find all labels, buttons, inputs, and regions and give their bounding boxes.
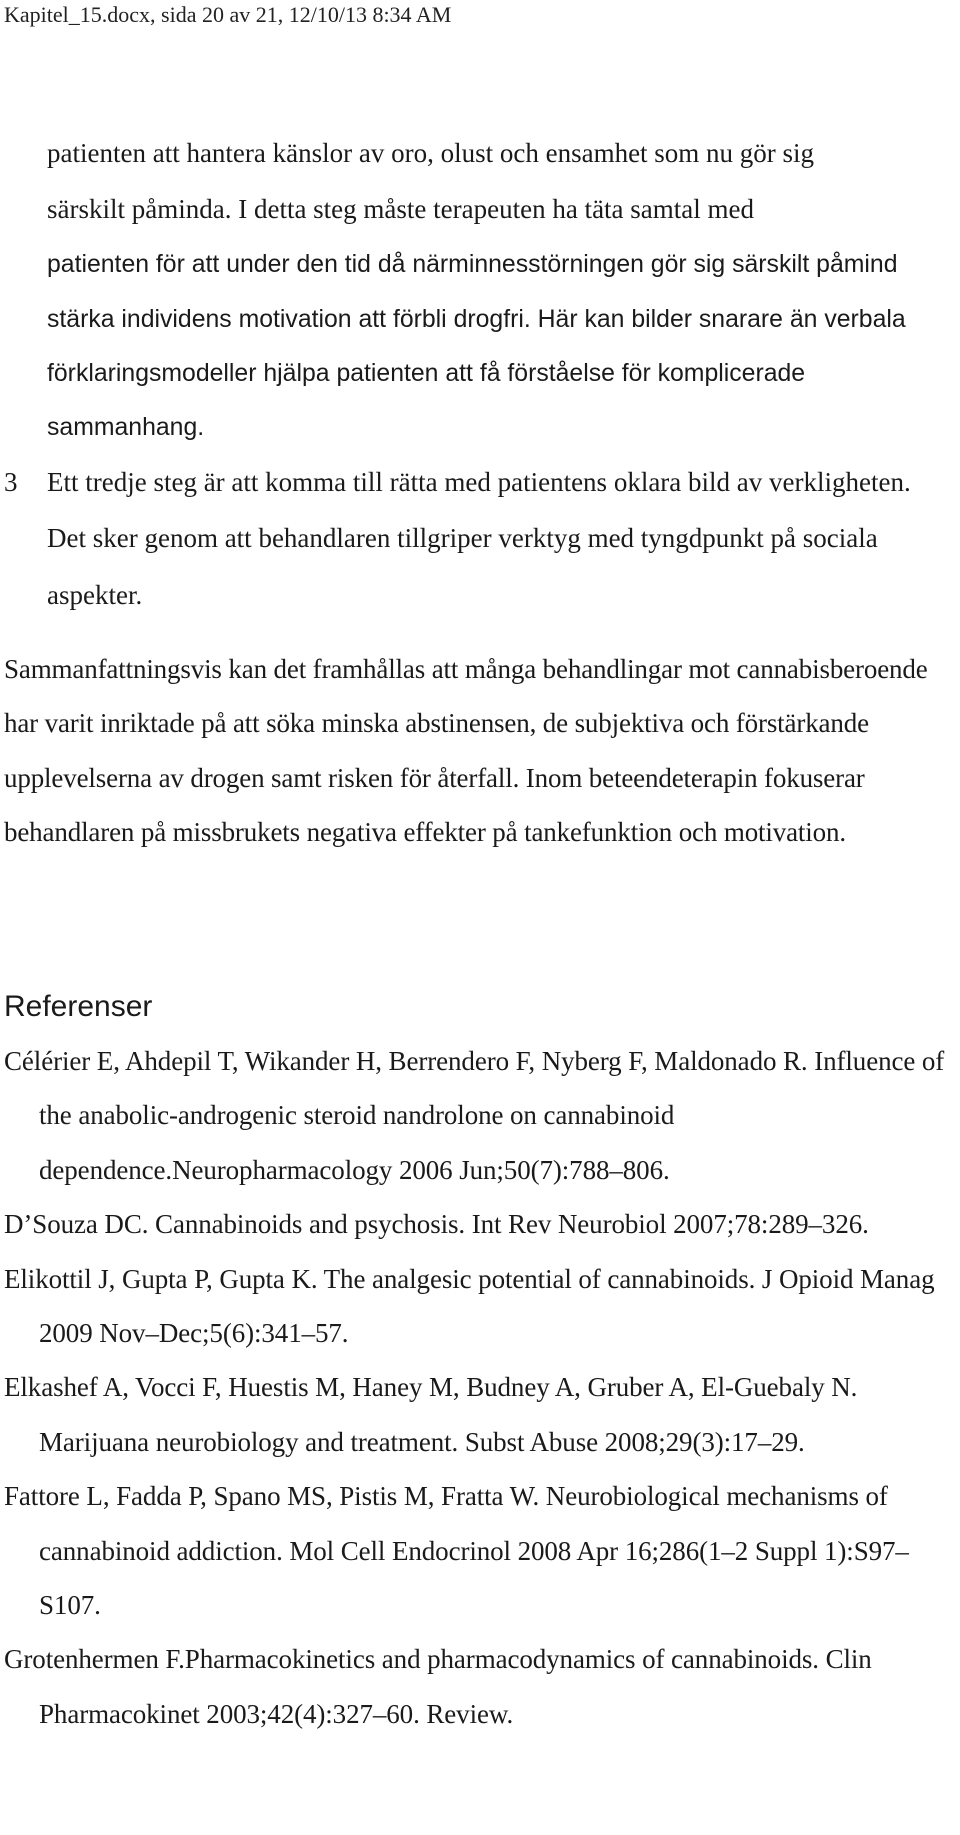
- list-line-2: särskilt påminda. I detta steg måste terapeuten ha täta samtal med: [47, 194, 754, 225]
- page-header: Kapitel_15.docx, sida 20 av 21, 12/10/13 8:34 AM: [4, 2, 452, 27]
- reference-list: [0, 1034, 960, 1741]
- list-line-1: patienten att hantera känslor av oro, olust och ensamhet som nu gör sig: [47, 138, 815, 168]
- list-item-3: [0, 455, 947, 624]
- references-heading: Referenser: [4, 990, 153, 1023]
- list-item-2-continuation: [0, 126, 947, 455]
- list-number: 3: [4, 467, 18, 498]
- list-item-text: Ett tredje steg är att komma till rätta med patientens oklara bild av verkligheten. Det sker genom att behandlaren tillgriper verktyg med tyngdpunkt på sociala aspekter.: [47, 467, 911, 610]
- list-sans-text: patienten för att under den tid då närminnesstörningen gör sig särskilt påmind stärka individens motivation att förbli drogfri. Här kan bilder snarare än verbala förklaringsmodeller hjälpa patienten att få förståelse för komplicerade sammanhang.: [47, 251, 906, 442]
- reference-item: Elikottil J, Gupta P, Gupta K. The analgesic potential of cannabinoids. J Opioid Manag 2009 Nov–Dec;5(6):341–57.: [4, 1263, 935, 1349]
- reference-item: Célérier E, Ahdepil T, Wikander H, Berrendero F, Nyberg F, Maldonado R. Influence of the anabolic-androgenic steroid nandrolone on cannabinoid dependence.Neuropharmacology 2006 Jun;50(7):788–806.: [4, 1046, 945, 1185]
- reference-item: D’Souza DC. Cannabinoids and psychosis. Int Rev Neurobiol 2007;78:289–326.: [4, 1209, 869, 1240]
- summary-paragraph: Sammanfattningsvis kan det framhållas att många behandlingar mot cannabisberoende har varit inriktade på att söka minska abstinensen, de subjektiva och förstärkande upplevelserna av drogen samt risken för återfall. Inom beteendeterapin fokuserar behandlaren på missbrukets negativa effekter på tankefunktion och motivation.: [4, 654, 928, 848]
- reference-item: Elkashef A, Vocci F, Huestis M, Haney M, Budney A, Gruber A, El-Guebaly N. Marijuana neurobiology and treatment. Subst Abuse 2008;29(3):17–29.: [4, 1372, 858, 1457]
- reference-item: Fattore L, Fadda P, Spano MS, Pistis M, Fratta W. Neurobiological mechanisms of cannabinoid addiction. Mol Cell Endocrinol 2008 Apr 16;286(1–2 Suppl 1):S97–S107.: [4, 1481, 909, 1621]
- reference-item: Grotenhermen F.Pharmacokinetics and pharmacodynamics of cannabinoids. Clin Pharmacokinet 2003;42(4):327–60. Review.: [4, 1644, 872, 1729]
- numbered-list: [0, 126, 960, 624]
